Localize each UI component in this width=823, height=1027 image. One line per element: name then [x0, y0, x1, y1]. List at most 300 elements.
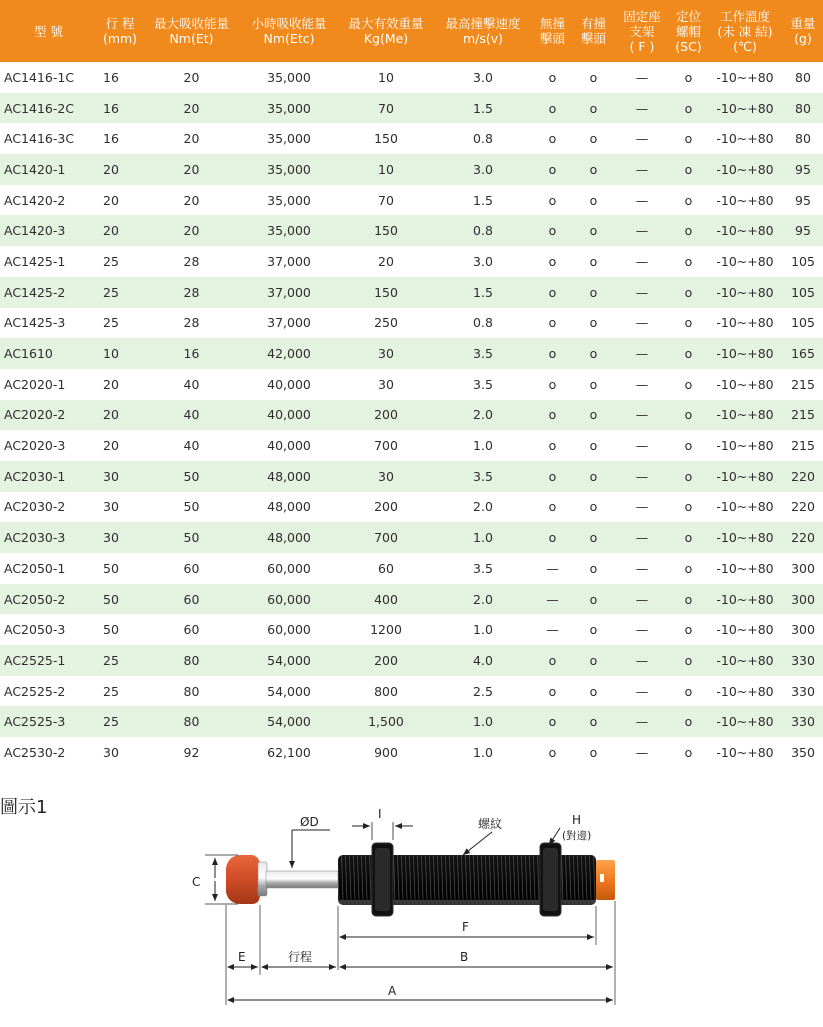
cell-weight: 215	[791, 438, 815, 454]
cell-max-energy: 20	[183, 223, 200, 239]
cell-stop-nut: o	[684, 652, 693, 668]
cell-bracket: —	[635, 560, 649, 576]
cell-max-energy: 40	[183, 376, 200, 392]
cell-weight: 105	[791, 284, 815, 300]
a-label: A	[388, 984, 397, 998]
cell-bracket: —	[635, 346, 649, 362]
cell-no-cap: o	[548, 714, 557, 730]
brand-logo	[600, 874, 604, 882]
cell-bracket: —	[635, 315, 649, 331]
cell-max-energy: 60	[183, 591, 200, 607]
cell-max-energy: 20	[183, 69, 200, 85]
cell-max-speed: 3.0	[473, 69, 493, 85]
cell-weight: 300	[791, 622, 815, 638]
cell-stroke: 25	[103, 652, 119, 668]
cell-temperature: -10~+80	[716, 530, 774, 546]
cell-temperature: -10~+80	[716, 284, 774, 300]
cell-with-cap: o	[589, 744, 598, 760]
cell-stroke: 20	[103, 192, 119, 208]
impact-cap	[226, 855, 260, 904]
cell-max-mass: 10	[378, 161, 394, 177]
table-row	[0, 737, 823, 768]
cell-stop-nut: o	[684, 622, 693, 638]
cell-stroke: 50	[103, 622, 119, 638]
cell-model: AC2020-3	[4, 438, 66, 454]
cell-stroke: 20	[103, 223, 119, 239]
cell-max-speed: 3.5	[473, 346, 493, 362]
table-row	[0, 706, 823, 737]
cell-max-mass: 400	[374, 591, 398, 607]
cell-bracket: —	[635, 591, 649, 607]
od-leader	[292, 830, 330, 868]
table-row	[0, 277, 823, 308]
cell-no-cap: —	[546, 622, 559, 638]
cell-bracket: —	[635, 714, 649, 730]
cell-stop-nut: o	[684, 683, 693, 699]
cell-temperature: -10~+80	[716, 499, 774, 515]
cell-stroke: 16	[103, 69, 119, 85]
cell-temperature: -10~+80	[716, 438, 774, 454]
cell-bracket: —	[635, 407, 649, 423]
cell-temperature: -10~+80	[716, 652, 774, 668]
table-row	[0, 369, 823, 400]
cell-max-energy: 28	[183, 315, 200, 331]
table-row	[0, 246, 823, 277]
cap-collar	[258, 862, 267, 896]
cell-max-energy: 60	[183, 560, 200, 576]
cell-weight: 215	[791, 376, 815, 392]
cell-max-mass: 900	[374, 744, 398, 760]
cell-with-cap: o	[589, 315, 598, 331]
cell-max-mass: 800	[374, 683, 398, 699]
cell-max-mass: 20	[378, 253, 394, 269]
cell-bracket: —	[635, 530, 649, 546]
table-header-row	[0, 0, 823, 62]
cell-max-energy: 92	[183, 744, 200, 760]
cell-hourly-energy: 54,000	[267, 683, 311, 699]
cell-max-mass: 1,500	[368, 714, 404, 730]
thread-leader	[463, 832, 492, 855]
cell-stop-nut: o	[684, 499, 693, 515]
cell-temperature: -10~+80	[716, 744, 774, 760]
cell-no-cap: o	[548, 683, 557, 699]
table-row	[0, 676, 823, 707]
cell-with-cap: o	[589, 253, 598, 269]
cell-weight: 80	[795, 100, 811, 116]
cell-with-cap: o	[589, 652, 598, 668]
cell-max-energy: 60	[183, 622, 200, 638]
table-row	[0, 338, 823, 369]
cell-stop-nut: o	[684, 284, 693, 300]
cell-hourly-energy: 37,000	[267, 253, 311, 269]
cell-temperature: -10~+80	[716, 407, 774, 423]
cell-stop-nut: o	[684, 591, 693, 607]
cell-max-speed: 4.0	[473, 652, 493, 668]
cell-weight: 80	[795, 131, 811, 147]
cell-max-speed: 0.8	[473, 131, 493, 147]
cell-hourly-energy: 35,000	[267, 100, 311, 116]
cell-model: AC1610	[4, 346, 53, 362]
cell-max-energy: 80	[183, 714, 200, 730]
cell-with-cap: o	[589, 284, 598, 300]
table-row	[0, 62, 823, 93]
cell-stroke: 20	[103, 161, 119, 177]
cell-max-energy: 16	[183, 346, 200, 362]
cell-stroke: 25	[103, 683, 119, 699]
cell-max-speed: 3.0	[473, 253, 493, 269]
header-max-energy: 最大吸收能量 Nm(Et)	[153, 16, 229, 46]
cell-hourly-energy: 42,000	[267, 346, 311, 362]
e-label: E	[238, 950, 246, 964]
cell-with-cap: o	[589, 192, 598, 208]
cell-hourly-energy: 48,000	[267, 468, 311, 484]
cell-stop-nut: o	[684, 192, 693, 208]
cell-max-speed: 3.5	[473, 376, 493, 392]
cell-max-mass: 70	[378, 192, 394, 208]
cell-bracket: —	[635, 69, 649, 85]
cell-with-cap: o	[589, 683, 598, 699]
header-model: 型 號	[34, 23, 63, 39]
cell-max-mass: 10	[378, 69, 394, 85]
table-row	[0, 123, 823, 154]
cell-stroke: 50	[103, 591, 119, 607]
cell-max-mass: 150	[374, 284, 398, 300]
cell-stroke: 25	[103, 315, 119, 331]
b-label: B	[460, 950, 469, 964]
cell-stroke: 25	[103, 714, 119, 730]
cell-stroke: 30	[103, 530, 119, 546]
cell-stop-nut: o	[684, 161, 693, 177]
cell-with-cap: o	[589, 131, 598, 147]
cell-with-cap: o	[589, 161, 598, 177]
cell-max-mass: 150	[374, 223, 398, 239]
cell-temperature: -10~+80	[716, 376, 774, 392]
cell-no-cap: o	[548, 161, 557, 177]
cell-model: AC2530-2	[4, 744, 66, 760]
cell-no-cap: o	[548, 346, 557, 362]
cell-stop-nut: o	[684, 744, 693, 760]
cell-max-mass: 200	[374, 499, 398, 515]
cell-no-cap: o	[548, 284, 557, 300]
table-row	[0, 614, 823, 645]
cell-hourly-energy: 62,100	[267, 744, 311, 760]
cell-temperature: -10~+80	[716, 346, 774, 362]
cell-hourly-energy: 40,000	[267, 376, 311, 392]
cell-hourly-energy: 40,000	[267, 407, 311, 423]
cell-weight: 105	[791, 315, 815, 331]
cell-hourly-energy: 35,000	[267, 69, 311, 85]
cell-with-cap: o	[589, 530, 598, 546]
cell-max-energy: 40	[183, 407, 200, 423]
cell-bracket: —	[635, 131, 649, 147]
table-row	[0, 492, 823, 523]
cell-with-cap: o	[589, 407, 598, 423]
cell-max-energy: 20	[183, 161, 200, 177]
cell-hourly-energy: 48,000	[267, 499, 311, 515]
cell-bracket: —	[635, 683, 649, 699]
f-label: F	[462, 920, 469, 934]
cell-max-mass: 70	[378, 100, 394, 116]
cell-stop-nut: o	[684, 560, 693, 576]
table-row	[0, 645, 823, 676]
cell-stop-nut: o	[684, 315, 693, 331]
cell-temperature: -10~+80	[716, 131, 774, 147]
cell-hourly-energy: 37,000	[267, 315, 311, 331]
cell-bracket: —	[635, 253, 649, 269]
cell-max-speed: 3.0	[473, 161, 493, 177]
cell-no-cap: o	[548, 315, 557, 331]
cell-bracket: —	[635, 223, 649, 239]
cell-stroke: 30	[103, 468, 119, 484]
cell-max-speed: 2.0	[473, 499, 493, 515]
cell-with-cap: o	[589, 346, 598, 362]
cell-hourly-energy: 35,000	[267, 192, 311, 208]
cell-model: AC2050-1	[4, 560, 66, 576]
cell-max-speed: 2.5	[473, 683, 493, 699]
cell-with-cap: o	[589, 622, 598, 638]
cell-stroke: 20	[103, 407, 119, 423]
i-label: I	[378, 807, 382, 821]
cell-max-energy: 50	[183, 499, 200, 515]
figure-caption: 圖示1	[0, 797, 48, 818]
cell-max-mass: 250	[374, 315, 398, 331]
cell-temperature: -10~+80	[716, 253, 774, 269]
table-row	[0, 522, 823, 553]
cell-temperature: -10~+80	[716, 161, 774, 177]
cell-max-energy: 80	[183, 652, 200, 668]
cell-max-energy: 28	[183, 284, 200, 300]
cell-with-cap: o	[589, 69, 598, 85]
cell-max-energy: 50	[183, 468, 200, 484]
table-row	[0, 553, 823, 584]
cell-with-cap: o	[589, 560, 598, 576]
cell-no-cap: —	[546, 591, 559, 607]
cell-temperature: -10~+80	[716, 223, 774, 239]
header-temperature: 工作溫度 (未 凍 結) (℃)	[717, 8, 773, 54]
cell-max-energy: 20	[183, 131, 200, 147]
cell-model: AC2020-1	[4, 376, 66, 392]
h-label: H	[572, 813, 582, 827]
cell-max-mass: 30	[378, 376, 394, 392]
cell-max-energy: 40	[183, 438, 200, 454]
cell-temperature: -10~+80	[716, 591, 774, 607]
cell-weight: 95	[795, 192, 811, 208]
cell-model: AC1425-2	[4, 284, 66, 300]
cell-bracket: —	[635, 744, 649, 760]
cell-weight: 330	[791, 652, 815, 668]
cell-max-energy: 80	[183, 683, 200, 699]
cell-stop-nut: o	[684, 530, 693, 546]
header-bracket: 固定座 支架 ( F )	[623, 8, 661, 54]
cell-max-energy: 50	[183, 530, 200, 546]
cell-max-mass: 700	[374, 530, 398, 546]
table-body	[0, 62, 823, 768]
cell-stop-nut: o	[684, 223, 693, 239]
cell-bracket: —	[635, 376, 649, 392]
cell-model: AC2525-2	[4, 683, 66, 699]
cell-temperature: -10~+80	[716, 100, 774, 116]
cell-stop-nut: o	[684, 438, 693, 454]
cell-max-mass: 200	[374, 652, 398, 668]
cell-max-mass: 150	[374, 131, 398, 147]
cell-bracket: —	[635, 438, 649, 454]
shock-absorber-diagram	[0, 800, 823, 1027]
cell-temperature: -10~+80	[716, 560, 774, 576]
cell-no-cap: o	[548, 131, 557, 147]
cell-max-speed: 3.5	[473, 560, 493, 576]
cell-max-speed: 2.0	[473, 407, 493, 423]
table-row	[0, 93, 823, 124]
cell-max-mass: 1200	[370, 622, 402, 638]
cell-max-speed: 1.0	[473, 714, 493, 730]
cell-max-mass: 30	[378, 468, 394, 484]
cell-stop-nut: o	[684, 714, 693, 730]
cell-stop-nut: o	[684, 346, 693, 362]
cell-model: AC1416-2C	[4, 100, 75, 116]
header-hourly-energy: 小時吸收能量 Nm(Etc)	[251, 16, 327, 46]
cell-with-cap: o	[589, 714, 598, 730]
od-label: ØD	[300, 815, 319, 829]
cell-bracket: —	[635, 468, 649, 484]
cell-max-mass: 60	[378, 560, 394, 576]
cell-with-cap: o	[589, 100, 598, 116]
cell-stop-nut: o	[684, 131, 693, 147]
cell-model: AC1416-3C	[4, 131, 75, 147]
cell-with-cap: o	[589, 376, 598, 392]
cell-no-cap: o	[548, 69, 557, 85]
cell-no-cap: o	[548, 253, 557, 269]
table-row	[0, 584, 823, 615]
cell-model: AC1420-2	[4, 192, 66, 208]
cell-weight: 95	[795, 223, 811, 239]
cell-stroke: 20	[103, 376, 119, 392]
cell-max-speed: 1.5	[473, 192, 493, 208]
cell-no-cap: o	[548, 744, 557, 760]
cell-temperature: -10~+80	[716, 468, 774, 484]
cell-model: AC2050-2	[4, 591, 66, 607]
cell-weight: 95	[795, 161, 811, 177]
cell-stop-nut: o	[684, 407, 693, 423]
cell-with-cap: o	[589, 223, 598, 239]
cell-model: AC2030-1	[4, 468, 66, 484]
cell-stroke: 16	[103, 100, 119, 116]
header-weight: 重量 (g)	[790, 16, 816, 46]
cell-max-speed: 1.0	[473, 530, 493, 546]
cell-bracket: —	[635, 100, 649, 116]
cell-with-cap: o	[589, 468, 598, 484]
cell-no-cap: o	[548, 438, 557, 454]
header-no-cap: 無撞 擊頭	[539, 16, 565, 46]
cell-max-speed: 1.0	[473, 744, 493, 760]
cell-max-speed: 0.8	[473, 315, 493, 331]
cell-hourly-energy: 60,000	[267, 560, 311, 576]
cell-max-speed: 1.0	[473, 438, 493, 454]
cell-weight: 220	[791, 499, 815, 515]
cell-max-energy: 20	[183, 100, 200, 116]
cell-hourly-energy: 60,000	[267, 622, 311, 638]
cell-no-cap: —	[546, 560, 559, 576]
cell-no-cap: o	[548, 192, 557, 208]
cell-max-mass: 30	[378, 346, 394, 362]
cell-bracket: —	[635, 192, 649, 208]
cell-max-mass: 700	[374, 438, 398, 454]
piston-rod	[266, 871, 338, 888]
cell-stroke: 10	[103, 346, 119, 362]
cell-no-cap: o	[548, 407, 557, 423]
end-cap	[596, 860, 615, 900]
cell-model: AC2050-3	[4, 622, 66, 638]
cell-hourly-energy: 35,000	[267, 131, 311, 147]
table-row	[0, 308, 823, 339]
cell-bracket: —	[635, 652, 649, 668]
cell-model: AC2030-3	[4, 530, 66, 546]
cell-model: AC1425-3	[4, 315, 66, 331]
cell-model: AC2020-2	[4, 407, 66, 423]
cell-weight: 300	[791, 560, 815, 576]
cell-max-speed: 2.0	[473, 591, 493, 607]
table-row	[0, 400, 823, 431]
cell-stroke: 16	[103, 131, 119, 147]
cell-model: AC1425-1	[4, 253, 66, 269]
cell-with-cap: o	[589, 499, 598, 515]
cell-max-speed: 0.8	[473, 223, 493, 239]
cell-temperature: -10~+80	[716, 622, 774, 638]
cell-temperature: -10~+80	[716, 315, 774, 331]
cell-temperature: -10~+80	[716, 714, 774, 730]
cell-bracket: —	[635, 284, 649, 300]
cell-with-cap: o	[589, 438, 598, 454]
cell-max-energy: 28	[183, 253, 200, 269]
cell-model: AC1420-3	[4, 223, 66, 239]
cell-weight: 300	[791, 591, 815, 607]
cell-model: AC1416-1C	[4, 69, 75, 85]
cell-bracket: —	[635, 499, 649, 515]
cell-no-cap: o	[548, 100, 557, 116]
cell-model: AC2525-3	[4, 714, 66, 730]
cell-stop-nut: o	[684, 376, 693, 392]
cell-bracket: —	[635, 622, 649, 638]
c-label: C	[192, 875, 201, 889]
cell-with-cap: o	[589, 591, 598, 607]
cell-hourly-energy: 54,000	[267, 652, 311, 668]
cell-weight: 215	[791, 407, 815, 423]
cell-weight: 330	[791, 714, 815, 730]
cell-stop-nut: o	[684, 100, 693, 116]
cell-model: AC2030-2	[4, 499, 66, 515]
cell-max-speed: 1.5	[473, 100, 493, 116]
cell-stroke: 20	[103, 438, 119, 454]
thread-label: 螺紋	[478, 817, 503, 831]
header-max-mass: 最大有效重量 Kg(Me)	[348, 16, 424, 46]
cell-temperature: -10~+80	[716, 69, 774, 85]
cell-max-speed: 3.5	[473, 468, 493, 484]
table-row	[0, 215, 823, 246]
h-leader	[549, 828, 560, 845]
cell-stroke: 25	[103, 284, 119, 300]
cell-stroke: 30	[103, 744, 119, 760]
header-stop-nut: 定位 螺帽 (SC)	[675, 8, 702, 54]
cell-weight: 350	[791, 744, 815, 760]
cell-stop-nut: o	[684, 69, 693, 85]
cell-no-cap: o	[548, 530, 557, 546]
table-row	[0, 154, 823, 185]
cell-hourly-energy: 35,000	[267, 223, 311, 239]
table-row	[0, 185, 823, 216]
cell-no-cap: o	[548, 652, 557, 668]
cell-model: AC1420-1	[4, 161, 66, 177]
cell-weight: 330	[791, 683, 815, 699]
cell-max-mass: 200	[374, 407, 398, 423]
